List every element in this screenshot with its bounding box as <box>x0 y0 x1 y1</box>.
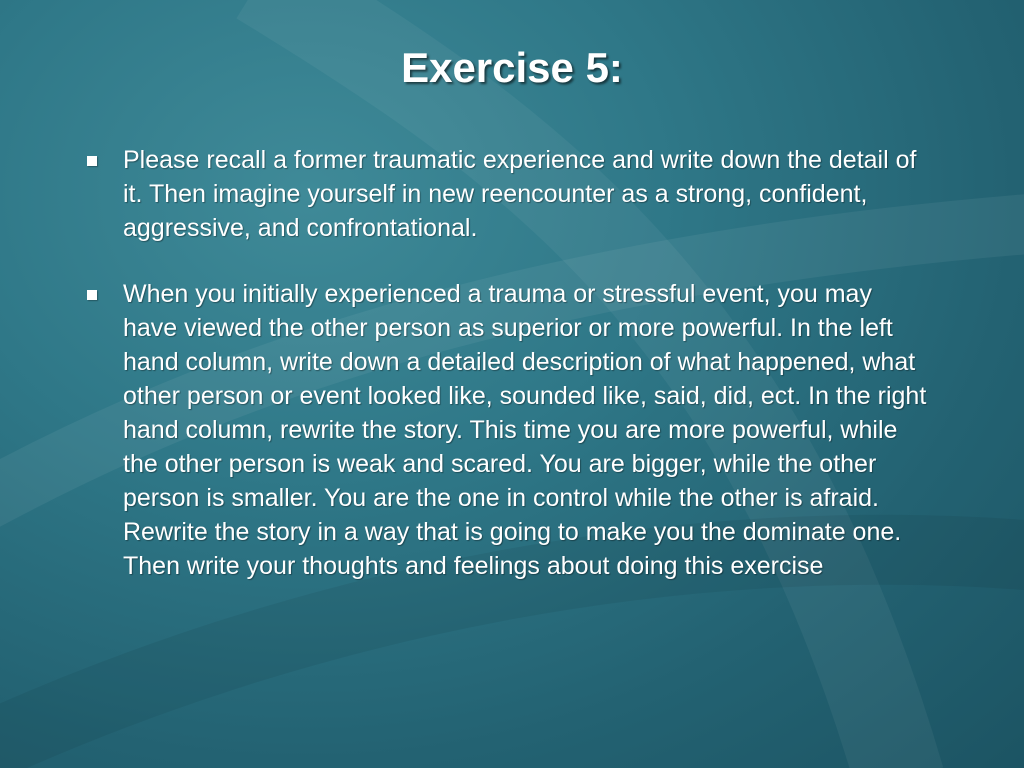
square-bullet-icon <box>87 156 97 166</box>
bullet-item <box>80 143 930 245</box>
bullet-item <box>80 277 930 583</box>
bullet-text: Please recall a former traumatic experience and write down the detail of it. Then imagine yourself in new reencounter as a strong, confident, aggressive, and confrontational. <box>123 146 917 242</box>
square-bullet-icon <box>87 290 97 300</box>
slide-title: Exercise 5: <box>401 44 623 91</box>
bullet-text: When you initially experienced a trauma or stressful event, you may have viewed the other person as superior or more powerful. In the left hand column, write down a detailed description of what happened, what other person or event looked like, sounded like, said, did, ect. In the right hand column, rewrite the story. This time you are more powerful, while the other person is weak and scared. You are bigger, while the other person is smaller. You are the one in control while the other is afraid. Rewrite the story in a way that is going to make you the dominate one. Then write your thoughts and feelings about doing this exercise <box>123 280 927 580</box>
bullet-list <box>80 143 930 615</box>
